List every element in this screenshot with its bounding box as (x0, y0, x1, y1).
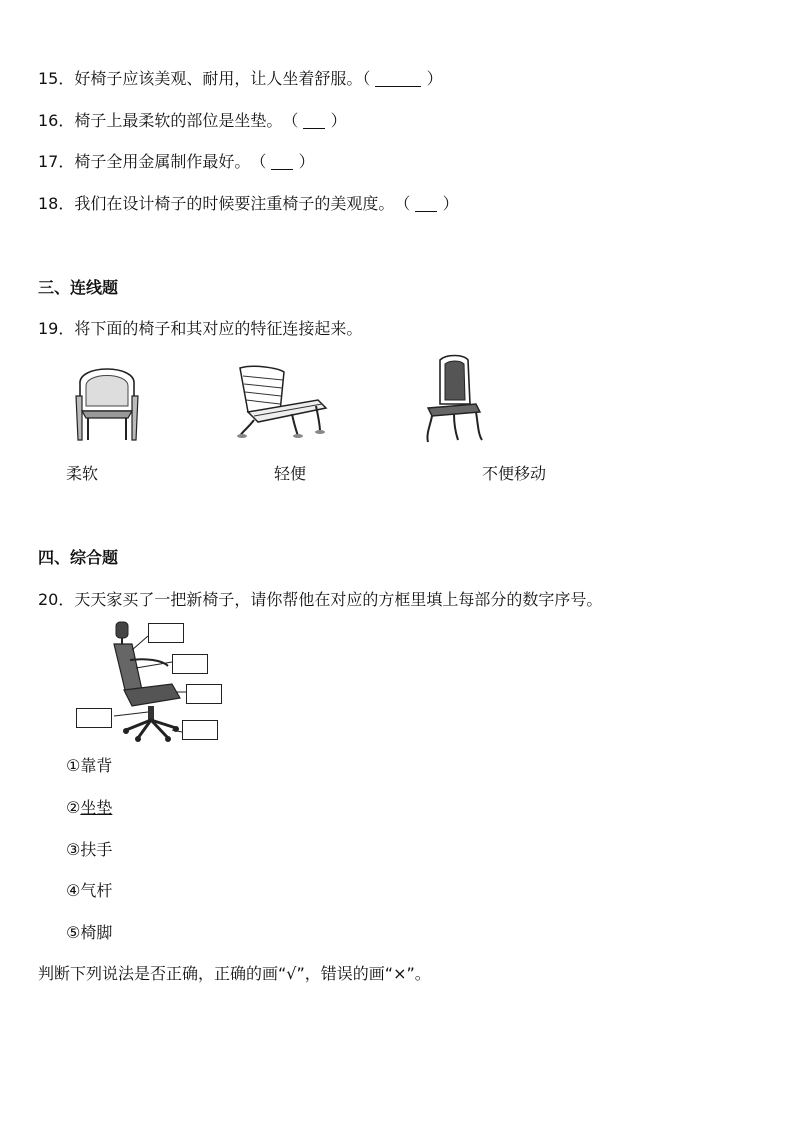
question-number: 18． (38, 194, 75, 213)
feature-label-hard-to-move: 不便移动 (482, 464, 547, 483)
question-text: 椅子上最柔软的部位是坐垫。 （ (74, 111, 299, 130)
question-number: 15． (38, 69, 75, 88)
question-18: 18．我们在设计椅子的时候要注重椅子的美观度。 （ ） (38, 194, 459, 213)
option-armrest: ③扶手 (66, 840, 113, 859)
dining-chair-image (420, 354, 486, 446)
section-title: 四、综合题 (38, 548, 119, 567)
answer-box-gas-lift[interactable] (76, 708, 112, 728)
answer-blank[interactable] (415, 197, 437, 212)
question-number: 16． (38, 111, 75, 130)
question-number: 17． (38, 152, 75, 171)
question-16: 16．椅子上最柔软的部位是坐垫。 （ ） (38, 111, 347, 130)
question-text: 椅子全用金属制作最好。 （ (74, 152, 267, 171)
question-15: 15．好椅子应该美观、耐用，让人坐着舒服。（ ） (38, 69, 443, 88)
question-text: 我们在设计椅子的时候要注重椅子的美观度。 （ (74, 194, 411, 213)
answer-blank[interactable] (303, 114, 325, 129)
answer-blank[interactable] (375, 72, 421, 87)
option-backrest: ①靠背 (66, 756, 113, 775)
answer-blank[interactable] (271, 155, 293, 170)
question-20: 20．天天家买了一把新椅子，请你帮他在对应的方框里填上每部分的数字序号。 (38, 590, 603, 609)
option-seat: ②坐垫 (66, 798, 113, 817)
option-base: ⑤椅脚 (66, 923, 113, 942)
question-19: 19．将下面的椅子和其对应的特征连接起来。 (38, 319, 363, 338)
section-title: 三、连线题 (38, 278, 119, 297)
option-gas-lift: ④气杆 (66, 881, 113, 900)
answer-box-base[interactable] (182, 720, 218, 740)
question-17: 17．椅子全用金属制作最好。 （ ） (38, 152, 315, 171)
slatted-chair-image (234, 362, 330, 440)
feature-label-soft: 柔软 (66, 464, 99, 483)
plastic-chair-image (72, 356, 142, 444)
answer-box-backrest[interactable] (148, 623, 184, 643)
answer-box-seat[interactable] (186, 684, 222, 704)
question-text: 好椅子应该美观、耐用，让人坐着舒服。（ (74, 69, 371, 88)
feature-label-light: 轻便 (274, 464, 307, 483)
instruction-text: 判断下列说法是否正确，正确的画“√”，错误的画“×”。 (38, 964, 431, 983)
answer-box-armrest[interactable] (172, 654, 208, 674)
